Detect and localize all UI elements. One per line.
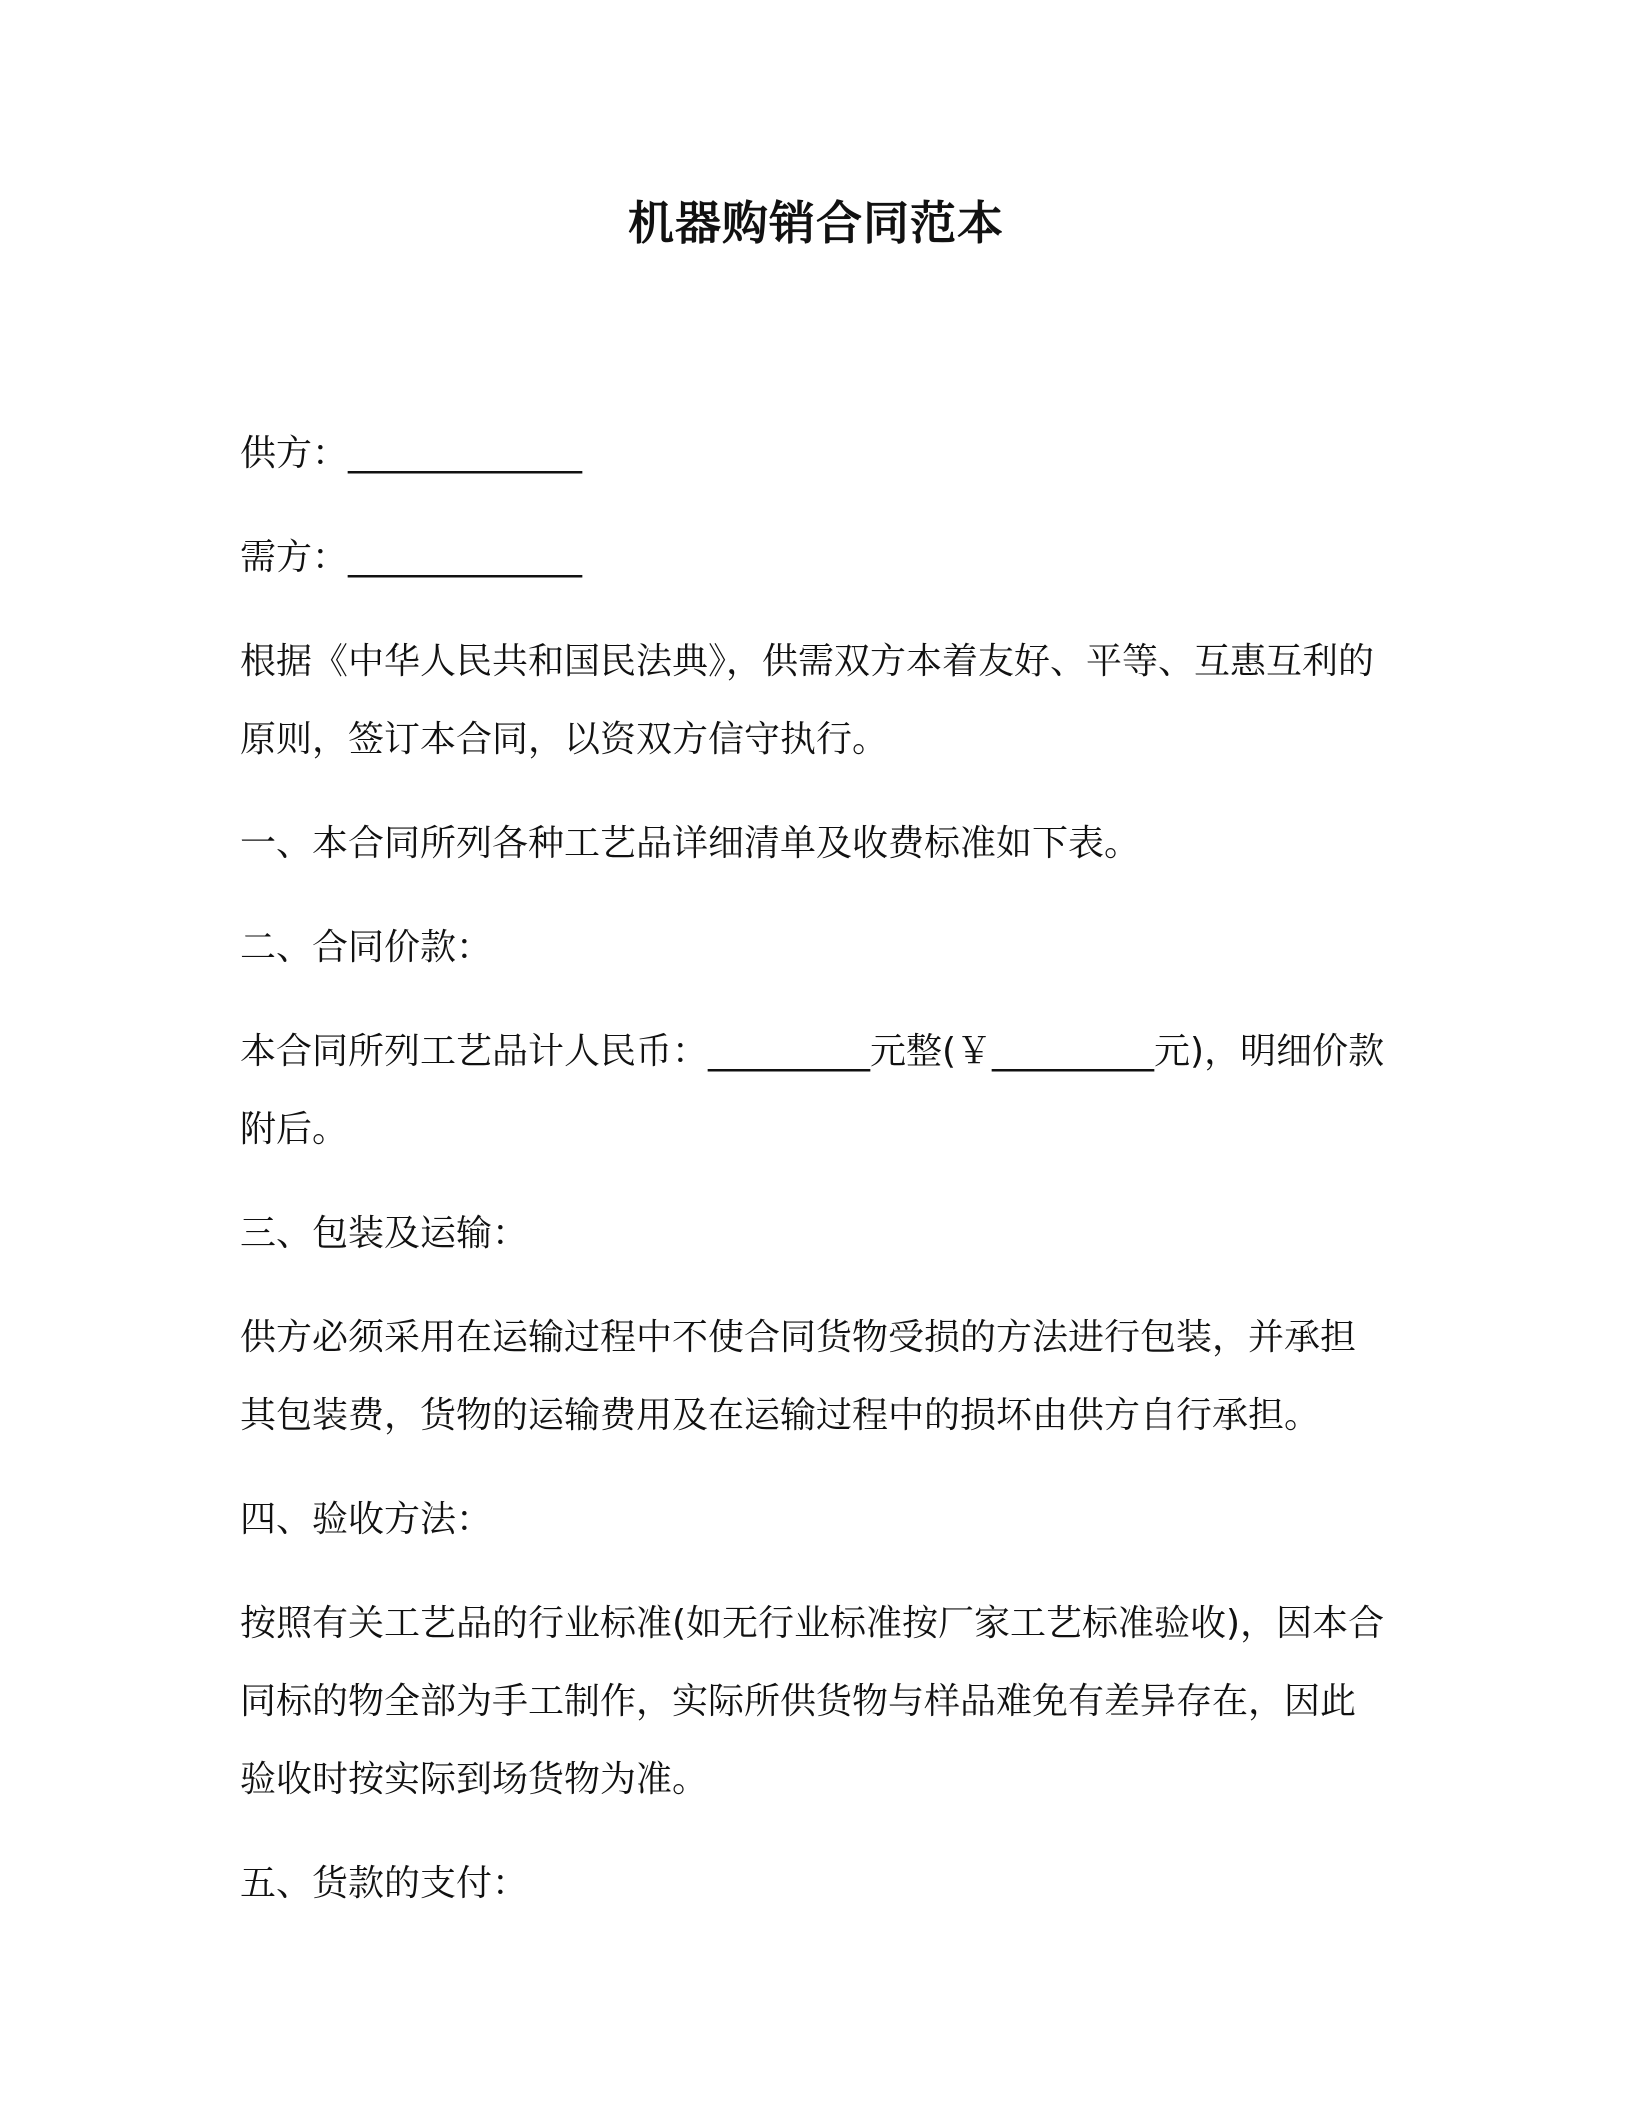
buyer-line: 需方：_____________ <box>240 537 583 578</box>
document-body <box>240 415 1390 1949</box>
clause-1-heading: 一、本合同所列各种工艺品详细清单及收费标准如下表。 <box>240 823 1141 864</box>
clause-4-body: 按照有关工艺品的行业标准(如无行业标准按厂家工艺标准验收)，因本合同标的物全部为手工制作，实际所供货物与样品难免有差异存在，因此验收时按实际到场货物为准。 <box>240 1603 1385 1800</box>
clause-4-heading: 四、验收方法： <box>240 1499 493 1540</box>
clause-5-heading: 五、货款的支付： <box>240 1863 529 1904</box>
preamble-paragraph: 根据《中华人民共和国民法典》，供需双方本着友好、平等、互惠互利的原则，签订本合同，以资双方信守执行。 <box>240 641 1375 760</box>
clause-2-body: 本合同所列工艺品计人民币：_________元整(￥_________元)，明细价款附后。 <box>240 1031 1385 1150</box>
clause-3-heading: 三、包装及运输： <box>240 1213 529 1254</box>
document-title: 机器购销合同范本 <box>628 196 1004 250</box>
clause-3-body: 供方必须采用在运输过程中不使合同货物受损的方法进行包装，并承担其包装费，货物的运输费用及在运输过程中的损坏由供方自行承担。 <box>240 1317 1357 1436</box>
supplier-line: 供方：_____________ <box>240 433 583 474</box>
clause-2-heading: 二、合同价款： <box>240 927 493 968</box>
